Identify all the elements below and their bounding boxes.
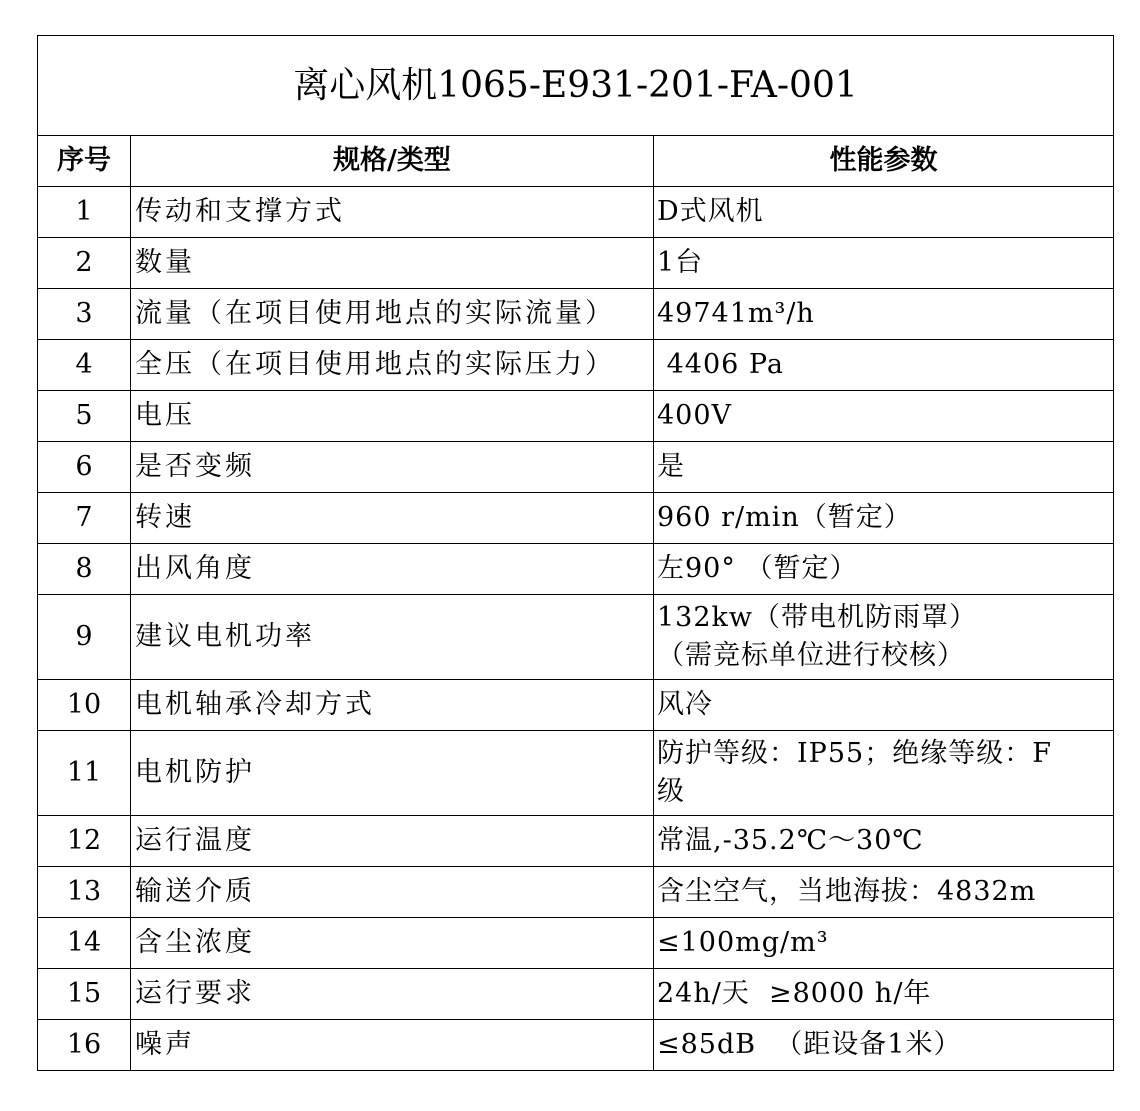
row-number: 5 [38, 391, 131, 442]
table-row [38, 238, 1114, 289]
row-value-line: 含尘空气，当地海拔：4832m [657, 876, 1037, 907]
table-row [38, 680, 1114, 731]
row-value-line: 960 r/min（暂定） [657, 502, 912, 533]
row-spec: 流量（在项目使用地点的实际流量） [131, 289, 654, 340]
table-row [38, 867, 1114, 918]
row-value [654, 731, 1114, 816]
row-value-line: 风冷 [657, 689, 713, 720]
row-spec: 转速 [131, 493, 654, 544]
row-value [654, 918, 1114, 969]
table-row [38, 731, 1114, 816]
table-row [38, 340, 1114, 391]
header-spec: 规格/类型 [131, 136, 654, 187]
row-spec: 电机轴承冷却方式 [131, 680, 654, 731]
row-number: 14 [38, 918, 131, 969]
table-row [38, 969, 1114, 1020]
row-spec: 电机防护 [131, 731, 654, 816]
row-value [654, 867, 1114, 918]
row-number: 9 [38, 595, 131, 680]
table-row [38, 1020, 1114, 1071]
row-value [654, 595, 1114, 680]
row-value [654, 1020, 1114, 1071]
row-value [654, 544, 1114, 595]
row-value [654, 442, 1114, 493]
row-value-line: ≤85dB （距设备1米） [657, 1029, 962, 1060]
row-value [654, 680, 1114, 731]
row-value [654, 816, 1114, 867]
row-value-line: 1台 [657, 247, 704, 278]
table-title: 离心风机1065-E931-201-FA-001 [38, 36, 1114, 136]
row-value-line: D式风机 [657, 196, 764, 227]
row-number: 15 [38, 969, 131, 1020]
row-spec: 运行要求 [131, 969, 654, 1020]
table-row [38, 493, 1114, 544]
row-value [654, 969, 1114, 1020]
row-number: 12 [38, 816, 131, 867]
row-value-line: 级 [657, 776, 685, 807]
row-value-line: 常温,-35.2℃～30℃ [657, 825, 924, 856]
row-number: 13 [38, 867, 131, 918]
row-number: 7 [38, 493, 131, 544]
row-value [654, 340, 1114, 391]
row-spec: 噪声 [131, 1020, 654, 1071]
row-number: 8 [38, 544, 131, 595]
row-value-line: 防护等级：IP55；绝缘等级：F [657, 738, 1052, 769]
header-no: 序号 [38, 136, 131, 187]
row-number: 3 [38, 289, 131, 340]
header-row [38, 136, 1114, 187]
fan-spec-table [37, 35, 1114, 1071]
row-value [654, 187, 1114, 238]
row-value-line: 24h/天 ≥8000 h/年 [657, 978, 932, 1009]
table-row [38, 442, 1114, 493]
row-value-line: （需竞标单位进行校核） [657, 640, 965, 671]
row-spec: 数量 [131, 238, 654, 289]
row-spec: 运行温度 [131, 816, 654, 867]
row-number: 1 [38, 187, 131, 238]
row-value [654, 391, 1114, 442]
row-spec: 含尘浓度 [131, 918, 654, 969]
row-number: 6 [38, 442, 131, 493]
table-row [38, 816, 1114, 867]
row-spec: 输送介质 [131, 867, 654, 918]
row-number: 16 [38, 1020, 131, 1071]
row-spec: 是否变频 [131, 442, 654, 493]
row-spec: 建议电机功率 [131, 595, 654, 680]
table-row [38, 544, 1114, 595]
row-value [654, 238, 1114, 289]
row-number: 2 [38, 238, 131, 289]
row-value [654, 493, 1114, 544]
table-row [38, 595, 1114, 680]
row-spec: 电压 [131, 391, 654, 442]
table-row [38, 918, 1114, 969]
row-value-line: ≤100mg/m³ [657, 927, 829, 958]
row-number: 4 [38, 340, 131, 391]
row-value-line: 4406 Pa [657, 349, 784, 380]
header-value: 性能参数 [654, 136, 1114, 187]
row-value-line: 是 [657, 451, 685, 482]
row-number: 11 [38, 731, 131, 816]
row-value-line: 49741m³/h [657, 298, 815, 329]
table-row [38, 187, 1114, 238]
row-spec: 出风角度 [131, 544, 654, 595]
table-row [38, 289, 1114, 340]
table-row [38, 391, 1114, 442]
row-value [654, 289, 1114, 340]
row-spec: 传动和支撑方式 [131, 187, 654, 238]
row-number: 10 [38, 680, 131, 731]
row-value-line: 左90° （暂定） [657, 553, 858, 584]
row-value-line: 400V [657, 400, 733, 431]
row-value-line: 132kw（带电机防雨罩） [657, 602, 978, 633]
row-spec: 全压（在项目使用地点的实际压力） [131, 340, 654, 391]
